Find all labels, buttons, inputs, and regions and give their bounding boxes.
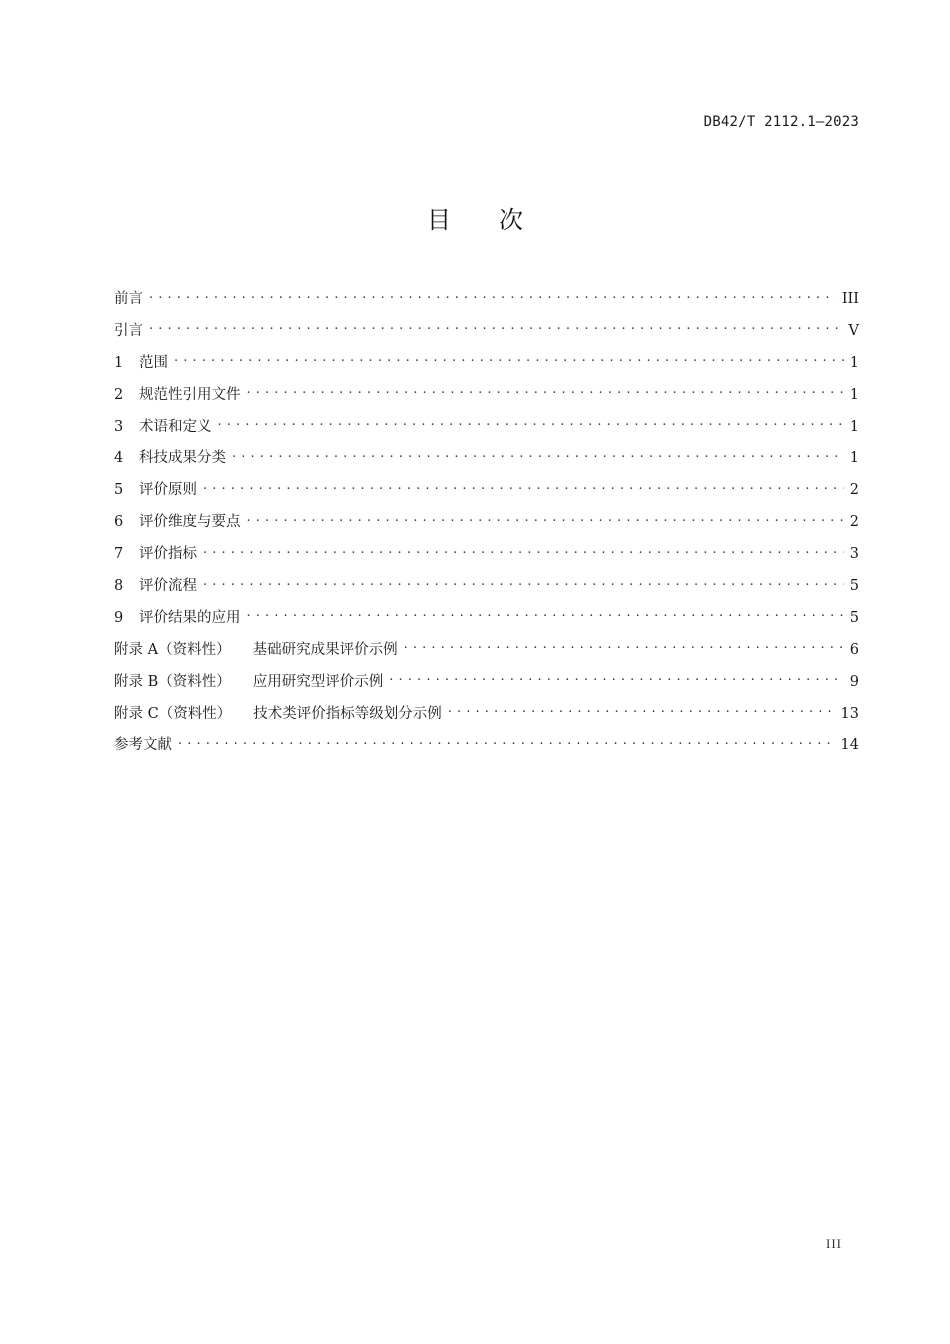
page-number: III: [826, 1236, 842, 1251]
toc-entry-normative-references[interactable]: [114, 380, 859, 412]
toc-dot-leader: [448, 703, 835, 718]
toc-entry-application[interactable]: [114, 603, 859, 635]
toc-entry-page: 9: [849, 673, 859, 690]
toc-entry-number: 7: [114, 546, 124, 563]
table-of-contents: [114, 284, 859, 762]
toc-entry-bibliography[interactable]: [114, 730, 859, 762]
toc-dot-leader: [203, 544, 844, 559]
toc-entry-label: 参考文献: [114, 737, 172, 754]
toc-entry-page: 6: [849, 641, 859, 658]
toc-entry-process[interactable]: [114, 571, 859, 603]
toc-entry-label: 评价原则: [139, 482, 197, 499]
page-title-char-1: 目: [427, 206, 451, 234]
page-title: [0, 200, 950, 235]
toc-dot-leader: [218, 416, 844, 431]
toc-dot-leader: [404, 639, 844, 654]
toc-entry-page: 1: [849, 418, 859, 435]
toc-entry-page: 5: [849, 578, 859, 595]
toc-entry-label: [114, 699, 442, 731]
toc-entry-page: III: [841, 291, 859, 307]
toc-entry-number: 9: [114, 609, 124, 626]
toc-entry-appendix-b[interactable]: [114, 667, 859, 699]
toc-entry-label: [114, 635, 398, 667]
toc-entry-appendix-a[interactable]: [114, 635, 859, 667]
toc-entry-foreword[interactable]: [114, 284, 859, 316]
toc-entry-classification[interactable]: [114, 443, 859, 475]
appendix-label: 附录 C（资料性）: [114, 705, 232, 722]
toc-entry-page: 3: [849, 546, 859, 563]
toc-entry-label: 评价流程: [139, 578, 197, 595]
toc-entry-label: [114, 667, 383, 699]
toc-entry-label: 引言: [114, 322, 143, 339]
document-code: DB42/T 2112.1—2023: [703, 114, 859, 130]
toc-entry-page: 1: [849, 386, 859, 403]
toc-entry-number: 5: [114, 482, 124, 499]
toc-entry-page: 13: [840, 705, 859, 722]
toc-entry-number: 4: [114, 450, 124, 467]
appendix-title: 基础研究成果评价示例: [252, 641, 398, 658]
toc-entry-terms-definitions[interactable]: [114, 412, 859, 444]
toc-entry-indicators[interactable]: [114, 539, 859, 571]
toc-entry-scope[interactable]: [114, 348, 859, 380]
toc-entry-page: 14: [840, 737, 859, 754]
toc-dot-leader: [389, 671, 844, 686]
toc-entry-page: 2: [849, 482, 859, 499]
toc-entry-page: 5: [849, 609, 859, 626]
toc-entry-number: 3: [114, 418, 124, 435]
toc-entry-label: 范围: [139, 354, 168, 371]
toc-dot-leader: [178, 735, 835, 750]
toc-entry-appendix-c[interactable]: [114, 699, 859, 731]
toc-entry-number: 6: [114, 514, 124, 531]
toc-entry-introduction[interactable]: [114, 316, 859, 348]
toc-dot-leader: [203, 576, 844, 591]
toc-entry-number: 2: [114, 386, 124, 403]
toc-entry-label: 规范性引用文件: [139, 386, 241, 403]
toc-entry-label: 术语和定义: [139, 418, 212, 435]
appendix-title: 技术类评价指标等级划分示例: [253, 705, 442, 722]
toc-entry-label: 科技成果分类: [139, 450, 226, 467]
toc-dot-leader: [247, 512, 844, 527]
toc-entry-page: 2: [849, 514, 859, 531]
toc-entry-number: 1: [114, 354, 124, 371]
toc-dot-leader: [247, 607, 844, 622]
toc-dot-leader: [203, 480, 844, 495]
toc-entry-label: 前言: [114, 291, 143, 307]
toc-entry-page: 1: [849, 450, 859, 467]
appendix-title: 应用研究型评价示例: [252, 673, 384, 690]
appendix-label: 附录 A（资料性）: [114, 641, 231, 658]
toc-entry-principles[interactable]: [114, 475, 859, 507]
toc-dot-leader: [174, 352, 844, 367]
toc-dot-leader: [149, 320, 843, 335]
toc-entry-number: 8: [114, 578, 124, 595]
toc-entry-label: 评价指标: [139, 546, 197, 563]
appendix-label: 附录 B（资料性）: [114, 673, 231, 690]
toc-entry-page: V: [848, 322, 859, 339]
toc-dot-leader: [149, 289, 836, 304]
toc-entry-dimensions[interactable]: [114, 507, 859, 539]
page-title-char-2: 次: [499, 206, 523, 234]
toc-dot-leader: [247, 384, 844, 399]
toc-dot-leader: [232, 448, 844, 463]
toc-entry-label: 评价结果的应用: [139, 609, 241, 626]
toc-entry-label: 评价维度与要点: [139, 514, 241, 531]
toc-entry-page: 1: [849, 354, 859, 371]
